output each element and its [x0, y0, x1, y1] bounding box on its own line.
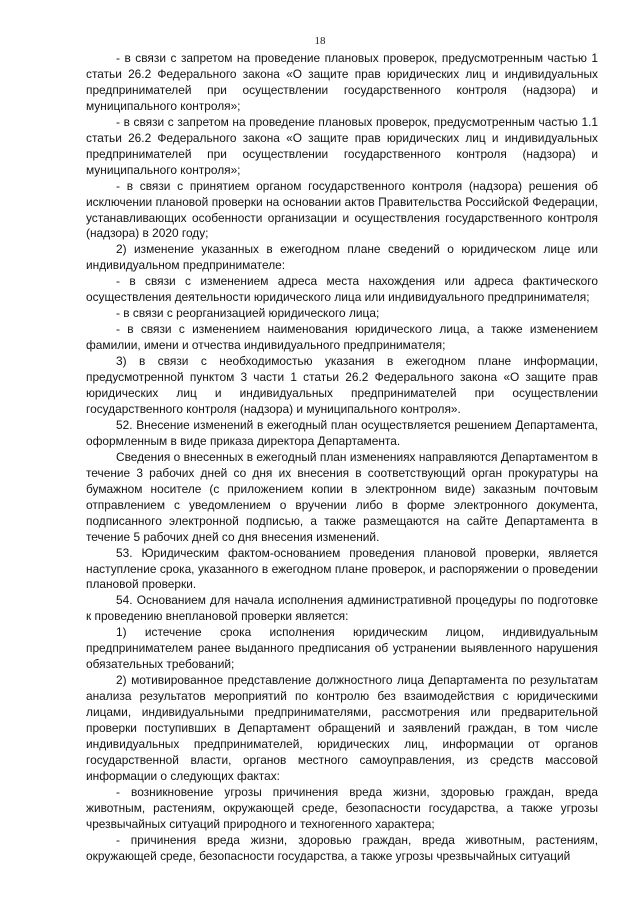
paragraph-changes-notification: Сведения о внесенных в ежегодный план изменениях направляются Департаментом в течение 3 рабочих дней со дня их внесения в соответствующий орган прокуратуры на бумажном носителе (с приложением копии в электронном виде) заказным почтовым отправлением с уведомлением о вручении либо в форме электронного документа, подписанного электронной подписью, а также размещаются на сайте Департамента в течение 5 рабочих дней со дня внесения изменений.: [86, 449, 598, 544]
paragraph-bullet-prohibition-part1-1: - в связи с запретом на проведение плановых проверок, предусмотренным частью 1.1 статьи 26.2 Федерального закона «О защите прав юридических лиц и индивидуальных предпринимателей при осуществлении государственного контроля (надзора) и муниципального контроля»;: [86, 114, 598, 177]
paragraph-bullet-exclusion-decision: - в связи с принятием органом государственного контроля (надзора) решения об исключении плановой проверки на основании актов Правительства Российской Федерации, устанавливающих особенности организации и осуществления государственного контроля (надзора) в 2020 году;: [86, 178, 598, 241]
document-body: [86, 51, 598, 865]
page-number: 18: [314, 35, 326, 47]
paragraph-bullet-address-change: - в связи с изменением адреса места нахождения или адреса фактического осуществления деятельности юридического лица или индивидуального предпринимателя;: [86, 274, 598, 305]
paragraph-item-2-motivated-submission: 2) мотивированное представление должностного лица Департамента по результатам анализа результатов мероприятий по контролю без взаимодействия с юридическими лицами, индивидуальными предпринимателями, рассмотрения или предварительной проверки поступивших в Департамент обращений и заявлений граждан, в том числе индивидуальных предпринимателей, юридических лиц, информации от органов государственной власти, органов местного самоуправления, из средств массовой информации о следующих фактах:: [86, 673, 598, 783]
paragraph-clause-52: 52. Внесение изменений в ежегодный план осуществляется решением Департамента, оформленным в виде приказа директора Департамента.: [86, 417, 598, 448]
paragraph-bullet-harm: - причинения вреда жизни, здоровью граждан, вреда животным, растениям, окружающей среде, безопасности государства, а также угрозы чрезвычайных ситуаций: [86, 832, 598, 863]
paragraph-item-3-plan-info: 3) в связи с необходимостью указания в ежегодном плане информации, предусмотренной пунктом 3 части 1 статьи 26.2 Федерального закона «О защите прав юридических лиц и индивидуальных предпринимателей при осуществлении государственного контроля (надзора) и муниципального контроля».: [86, 354, 598, 416]
paragraph-bullet-reorganization: - в связи с реорганизацией юридического лица;: [116, 306, 380, 321]
paragraph-bullet-name-change: - в связи с изменением наименования юридического лица, а также изменением фамилии, имени и отчества индивидуального предпринимателя;: [86, 322, 598, 353]
paragraph-clause-53: 53. Юридическим фактом-основанием проведения плановой проверки, является наступление срока, указанного в ежегодном плане проверок, и распоряжении о проведении плановой проверки.: [86, 545, 598, 592]
paragraph-item-1-deadline: 1) истечение срока исполнения юридическим лицом, индивидуальным предпринимателем ранее выданного предписания об устранении выявленного нарушения обязательных требований;: [86, 625, 598, 672]
paragraph-bullet-threat: - возникновение угрозы причинения вреда жизни, здоровью граждан, вреда животным, растениям, окружающей среде, безопасности государства, а также угрозы чрезвычайных ситуаций природного и техногенного характера;: [86, 784, 598, 831]
paragraph-bullet-prohibition-part1: - в связи с запретом на проведение плановых проверок, предусмотренным частью 1 статьи 26.2 Федерального закона «О защите прав юридических лиц и индивидуальных предпринимателей при осуществлении государственного контроля (надзора) и муниципального контроля»;: [86, 51, 598, 113]
paragraph-clause-54: 54. Основанием для начала исполнения административной процедуры по подготовке к проведению внеплановой проверки является:: [86, 593, 598, 624]
paragraph-item-2-change-info: 2) изменение указанных в ежегодном плане сведений о юридическом лице или индивидуальном предпринимателе:: [86, 242, 598, 273]
